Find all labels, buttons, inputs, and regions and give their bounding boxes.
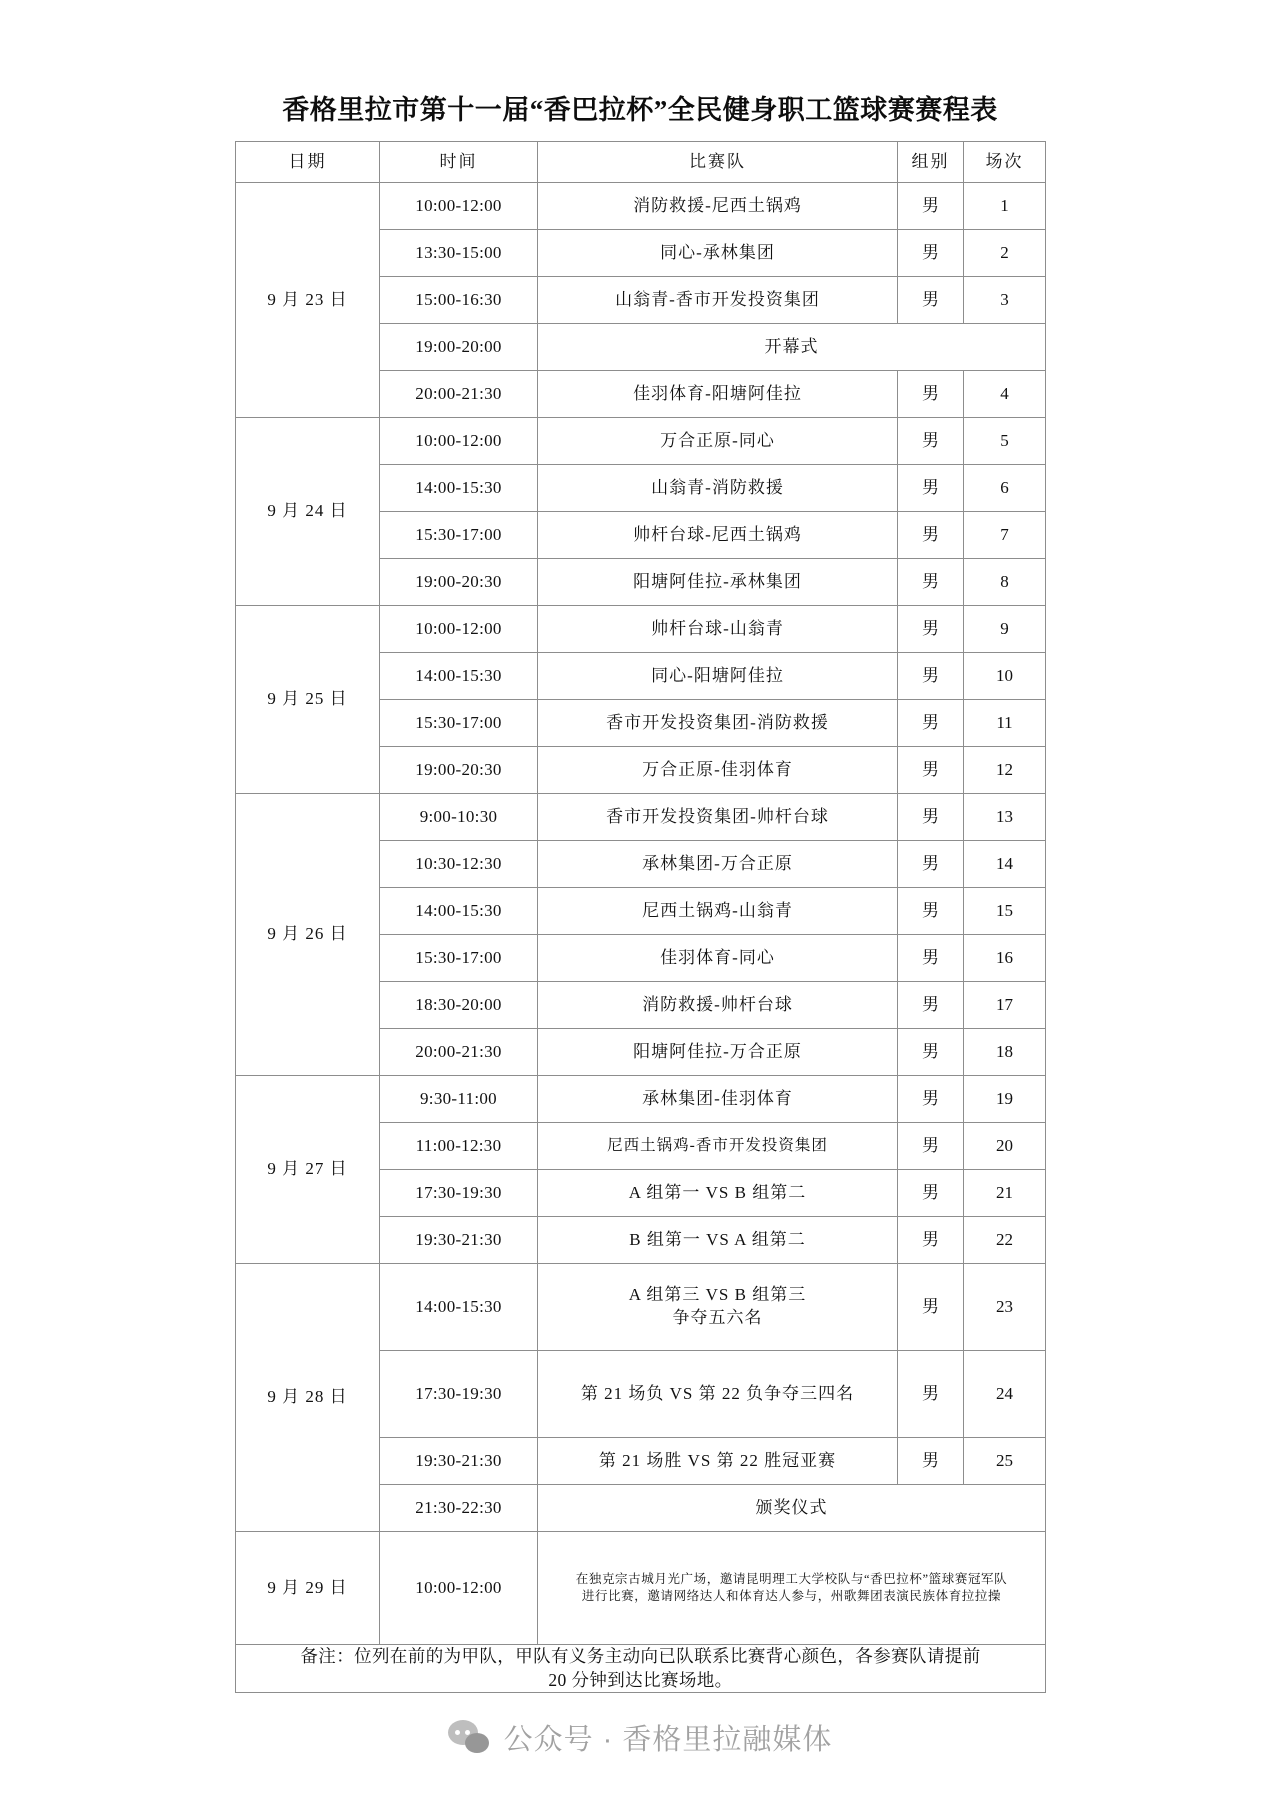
- match-cell: 承林集团-万合正原: [538, 841, 898, 888]
- watermark: [0, 1717, 1280, 1758]
- number-cell: 9: [964, 606, 1046, 653]
- schedule-table: [235, 141, 1046, 1693]
- number-cell: 10: [964, 653, 1046, 700]
- match-cell: 佳羽体育-阳塘阿佳拉: [538, 371, 898, 418]
- match-cell: 香市开发投资集团-帅杆台球: [538, 794, 898, 841]
- note-line-1: 备注：位列在前的为甲队，甲队有义务主动向已队联系比赛背心颜色，各参赛队请提前: [300, 1646, 981, 1666]
- number-cell: 18: [964, 1029, 1046, 1076]
- group-cell: 男: [898, 371, 964, 418]
- time-cell: 11:00-12:30: [380, 1123, 538, 1170]
- time-cell: 14:00-15:30: [380, 465, 538, 512]
- group-cell: 男: [898, 888, 964, 935]
- match-cell: 同心-阳塘阿佳拉: [538, 653, 898, 700]
- wechat-chat-bubbles-icon: [448, 1720, 492, 1756]
- time-cell: 15:00-16:30: [380, 277, 538, 324]
- table-row: [236, 794, 1046, 841]
- group-cell: 男: [898, 1217, 964, 1264]
- match-cell: 消防救援-尼西土锅鸡: [538, 183, 898, 230]
- time-cell: 19:30-21:30: [380, 1438, 538, 1485]
- exhibition-line-2: 进行比赛，邀请网络达人和体育达人参与，州歌舞团表演民族体育拉拉操: [581, 1589, 1002, 1603]
- number-cell: 8: [964, 559, 1046, 606]
- match-cell: 万合正原-同心: [538, 418, 898, 465]
- group-cell: 男: [898, 935, 964, 982]
- group-cell: 男: [898, 1076, 964, 1123]
- time-cell: 15:30-17:00: [380, 512, 538, 559]
- match-line-1: A 组第三 VS B 组第三: [628, 1285, 807, 1305]
- number-cell: 17: [964, 982, 1046, 1029]
- table-row: [236, 183, 1046, 230]
- match-cell: 山翁青-香市开发投资集团: [538, 277, 898, 324]
- group-cell: 男: [898, 230, 964, 277]
- number-cell: 19: [964, 1076, 1046, 1123]
- time-cell: 14:00-15:30: [380, 1264, 538, 1351]
- group-cell: 男: [898, 559, 964, 606]
- group-cell: 男: [898, 183, 964, 230]
- group-cell: 男: [898, 1438, 964, 1485]
- match-cell: 阳塘阿佳拉-承林集团: [538, 559, 898, 606]
- number-cell: 15: [964, 888, 1046, 935]
- match-cell: 尼西土锅鸡-香市开发投资集团: [538, 1123, 898, 1170]
- match-cell: B 组第一 VS A 组第二: [538, 1217, 898, 1264]
- group-cell: 男: [898, 1029, 964, 1076]
- number-cell: 5: [964, 418, 1046, 465]
- time-cell: 18:30-20:00: [380, 982, 538, 1029]
- match-cell: 消防救援-帅杆台球: [538, 982, 898, 1029]
- match-cell: 第 21 场负 VS 第 22 负争夺三四名: [538, 1351, 898, 1438]
- match-cell: 山翁青-消防救援: [538, 465, 898, 512]
- group-cell: 男: [898, 418, 964, 465]
- date-cell: 9 月 27 日: [236, 1076, 380, 1264]
- table-row-exhibition: [236, 1532, 1046, 1645]
- group-cell: 男: [898, 1351, 964, 1438]
- number-cell: 22: [964, 1217, 1046, 1264]
- group-cell: 男: [898, 794, 964, 841]
- group-cell: 男: [898, 606, 964, 653]
- date-cell: 9 月 25 日: [236, 606, 380, 794]
- group-cell: 男: [898, 1264, 964, 1351]
- exhibition-description-cell: [538, 1532, 1046, 1645]
- column-header-number: 场次: [964, 142, 1046, 183]
- table-row-note: [236, 1645, 1046, 1693]
- time-cell: 20:00-21:30: [380, 371, 538, 418]
- watermark-text: 公众号 · 香格里拉融媒体: [503, 1724, 833, 1756]
- match-cell: 承林集团-佳羽体育: [538, 1076, 898, 1123]
- time-cell: 13:30-15:00: [380, 230, 538, 277]
- number-cell: 2: [964, 230, 1046, 277]
- number-cell: 21: [964, 1170, 1046, 1217]
- time-cell: 14:00-15:30: [380, 888, 538, 935]
- schedule-table-wrapper: [235, 141, 1045, 1693]
- match-cell: 尼西土锅鸡-山翁青: [538, 888, 898, 935]
- time-cell: 10:30-12:30: [380, 841, 538, 888]
- time-cell: 17:30-19:30: [380, 1351, 538, 1438]
- date-cell: 9 月 29 日: [236, 1532, 380, 1645]
- number-cell: 12: [964, 747, 1046, 794]
- match-cell: 帅杆台球-尼西土锅鸡: [538, 512, 898, 559]
- table-row: [236, 606, 1046, 653]
- time-cell: 15:30-17:00: [380, 935, 538, 982]
- match-cell: 香市开发投资集团-消防救援: [538, 700, 898, 747]
- number-cell: 7: [964, 512, 1046, 559]
- group-cell: 男: [898, 1123, 964, 1170]
- table-row: [236, 1264, 1046, 1351]
- match-cell: 第 21 场胜 VS 第 22 胜冠亚赛: [538, 1438, 898, 1485]
- date-cell: 9 月 26 日: [236, 794, 380, 1076]
- ceremony-cell: 开幕式: [538, 324, 1046, 371]
- number-cell: 16: [964, 935, 1046, 982]
- match-cell: 佳羽体育-同心: [538, 935, 898, 982]
- column-header-match: 比赛队: [538, 142, 898, 183]
- note-line-2: 20 分钟到达比赛场地。: [548, 1669, 733, 1690]
- group-cell: 男: [898, 277, 964, 324]
- group-cell: 男: [898, 653, 964, 700]
- group-cell: 男: [898, 1170, 964, 1217]
- column-header-date: 日期: [236, 142, 380, 183]
- table-row: [236, 1076, 1046, 1123]
- column-header-time: 时间: [380, 142, 538, 183]
- number-cell: 11: [964, 700, 1046, 747]
- match-cell: 万合正原-佳羽体育: [538, 747, 898, 794]
- match-cell: 帅杆台球-山翁青: [538, 606, 898, 653]
- number-cell: 4: [964, 371, 1046, 418]
- time-cell: 21:30-22:30: [380, 1485, 538, 1532]
- number-cell: 20: [964, 1123, 1046, 1170]
- match-cell: [538, 1264, 898, 1351]
- time-cell: 15:30-17:00: [380, 700, 538, 747]
- table-row: [236, 418, 1046, 465]
- match-line-2: 争夺五六名: [672, 1308, 763, 1327]
- match-cell: A 组第一 VS B 组第二: [538, 1170, 898, 1217]
- group-cell: 男: [898, 465, 964, 512]
- group-cell: 男: [898, 982, 964, 1029]
- date-cell: 9 月 23 日: [236, 183, 380, 418]
- page-title: 香格里拉市第十一届“香巴拉杯”全民健身职工篮球赛赛程表: [282, 95, 998, 125]
- time-cell: 19:00-20:00: [380, 324, 538, 371]
- time-cell: 14:00-15:30: [380, 653, 538, 700]
- time-cell: 9:30-11:00: [380, 1076, 538, 1123]
- number-cell: 3: [964, 277, 1046, 324]
- time-cell: 20:00-21:30: [380, 1029, 538, 1076]
- note-cell: [236, 1645, 1046, 1693]
- exhibition-line-1: 在独克宗古城月光广场，邀请昆明理工大学校队与“香巴拉杯”篮球赛冠军队: [575, 1572, 1008, 1587]
- group-cell: 男: [898, 841, 964, 888]
- date-cell: 9 月 24 日: [236, 418, 380, 606]
- group-cell: 男: [898, 700, 964, 747]
- time-cell: 10:00-12:00: [380, 418, 538, 465]
- time-cell: 19:30-21:30: [380, 1217, 538, 1264]
- time-cell: 10:00-12:00: [380, 606, 538, 653]
- date-cell: 9 月 28 日: [236, 1264, 380, 1532]
- table-header-row: [236, 142, 1046, 183]
- number-cell: 6: [964, 465, 1046, 512]
- match-cell: 阳塘阿佳拉-万合正原: [538, 1029, 898, 1076]
- time-cell: 19:00-20:30: [380, 559, 538, 606]
- number-cell: 25: [964, 1438, 1046, 1485]
- ceremony-cell: 颁奖仪式: [538, 1485, 1046, 1532]
- time-cell: 10:00-12:00: [380, 1532, 538, 1645]
- number-cell: 1: [964, 183, 1046, 230]
- time-cell: 17:30-19:30: [380, 1170, 538, 1217]
- number-cell: 13: [964, 794, 1046, 841]
- number-cell: 23: [964, 1264, 1046, 1351]
- match-cell: 同心-承林集团: [538, 230, 898, 277]
- time-cell: 9:00-10:30: [380, 794, 538, 841]
- time-cell: 19:00-20:30: [380, 747, 538, 794]
- number-cell: 24: [964, 1351, 1046, 1438]
- group-cell: 男: [898, 747, 964, 794]
- time-cell: 10:00-12:00: [380, 183, 538, 230]
- group-cell: 男: [898, 512, 964, 559]
- column-header-group: 组别: [898, 142, 964, 183]
- number-cell: 14: [964, 841, 1046, 888]
